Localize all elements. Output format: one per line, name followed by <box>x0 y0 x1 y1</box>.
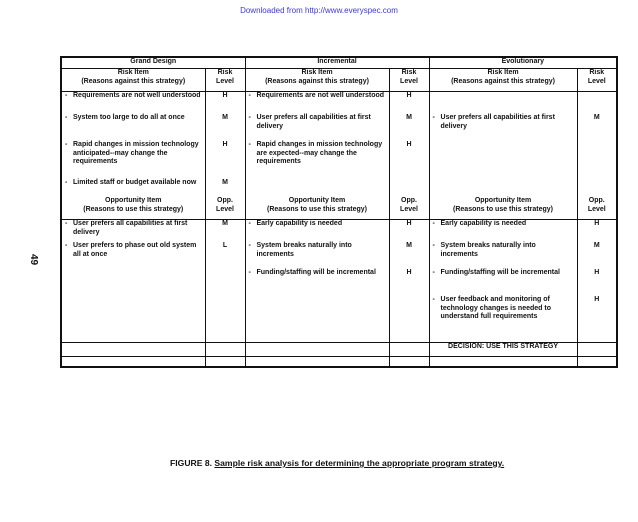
item-text: - User prefers all capabilities at first delivery <box>65 220 202 237</box>
item-cell <box>245 92 389 115</box>
item-text: - Requirements are not well understood <box>249 92 386 101</box>
header-item-cell <box>245 197 389 220</box>
page-number: 49 <box>28 253 40 266</box>
level-cell: H <box>389 92 429 115</box>
item-cell <box>61 92 205 115</box>
item-text: - System too large to do all at once <box>65 114 202 123</box>
table-row <box>61 141 617 179</box>
strategy-header-row <box>61 57 617 69</box>
level-cell: M <box>577 242 617 269</box>
header-level-title: Risk <box>217 69 233 76</box>
item-cell <box>61 269 205 296</box>
risk-analysis-table <box>60 56 618 368</box>
header-item-subtitle: (Reasons against this strategy) <box>81 77 186 85</box>
item-cell <box>61 179 205 197</box>
header-level-cell <box>577 69 617 92</box>
item-cell <box>61 242 205 269</box>
header-level-cell <box>577 197 617 220</box>
header-level-title: Opp. <box>217 197 233 204</box>
level-cell: M <box>205 114 245 141</box>
header-level-subtitle: Level <box>587 205 606 213</box>
item-text: - Early capability is needed <box>249 220 386 229</box>
header-item-title: Risk Item <box>117 69 149 76</box>
header-item-title: Risk Item <box>487 69 519 76</box>
item-cell <box>245 242 389 269</box>
item-cell <box>61 220 205 243</box>
level-cell: M <box>577 114 617 141</box>
header-item-cell <box>61 69 205 92</box>
header-level-title: Risk <box>589 69 605 76</box>
table-row <box>61 92 617 115</box>
item-cell <box>429 242 577 269</box>
header-item-subtitle: (Reasons to use this strategy) <box>267 205 367 213</box>
header-level-cell <box>205 69 245 92</box>
level-cell <box>389 296 429 343</box>
item-cell <box>429 269 577 296</box>
decision-label: DECISION: USE THIS STRATEGY <box>429 343 577 357</box>
level-cell: M <box>389 114 429 141</box>
level-cell <box>577 92 617 115</box>
header-item-subtitle: (Reasons against this strategy) <box>451 77 555 85</box>
header-item-title: Opportunity Item <box>105 197 162 204</box>
header-item-subtitle: (Reasons to use this strategy) <box>453 205 553 213</box>
item-text: - Rapid changes in mission technology anticipated--may change the requirements <box>65 141 202 167</box>
header-item-cell <box>429 69 577 92</box>
level-cell <box>389 179 429 197</box>
item-cell <box>245 179 389 197</box>
figure-number: FIGURE 8. <box>170 458 213 468</box>
source-link[interactable]: Downloaded from http://www.everyspec.com <box>240 6 398 15</box>
item-text: - Limited staff or budget available now <box>65 179 202 188</box>
header-level-subtitle: Level <box>400 77 418 85</box>
table-row <box>61 296 617 343</box>
item-text: - User prefers all capabilities at first delivery <box>249 114 386 131</box>
item-text: - User prefers all capabilities at first delivery <box>433 114 574 131</box>
item-cell <box>245 141 389 179</box>
level-cell <box>577 141 617 179</box>
level-cell: H <box>577 296 617 343</box>
risk-header-row <box>61 69 617 92</box>
table-row <box>61 114 617 141</box>
item-cell <box>245 296 389 343</box>
item-cell <box>429 296 577 343</box>
header-level-title: Opp. <box>588 197 605 204</box>
level-cell <box>205 269 245 296</box>
item-text: - System breaks naturally into increments <box>433 242 574 259</box>
figure-title: Sample risk analysis for determining the appropriate program strategy. <box>214 458 505 468</box>
item-text: - Requirements are not well understood <box>65 92 202 101</box>
level-cell: H <box>577 220 617 243</box>
header-item-subtitle: (Reasons against this strategy) <box>265 77 369 85</box>
opportunity-header-row <box>61 197 617 220</box>
header-item-cell <box>429 197 577 220</box>
header-item-title: Opportunity Item <box>288 197 346 204</box>
item-cell <box>429 141 577 179</box>
table-bottom-row <box>61 357 617 368</box>
item-cell <box>61 141 205 179</box>
level-cell: H <box>577 269 617 296</box>
item-text: - Funding/staffing will be incremental <box>433 269 574 278</box>
level-cell: H <box>389 220 429 243</box>
item-cell <box>429 220 577 243</box>
item-text: - User feedback and monitoring of technology changes is needed to understand full requirements <box>433 296 574 322</box>
level-cell <box>577 179 617 197</box>
level-cell: H <box>205 141 245 179</box>
item-cell <box>429 114 577 141</box>
header-level-subtitle: Level <box>587 77 606 85</box>
item-text: - System breaks naturally into increments <box>249 242 386 259</box>
item-cell <box>61 296 205 343</box>
header-level-cell <box>205 197 245 220</box>
strategy-grand-design: Grand Design <box>61 57 245 69</box>
table-row <box>61 242 617 269</box>
level-cell: H <box>389 269 429 296</box>
item-text: - Early capability is needed <box>433 220 574 229</box>
level-cell: H <box>205 92 245 115</box>
header-item-title: Risk Item <box>301 69 333 76</box>
item-text: - User prefers to phase out old system all at once <box>65 242 202 259</box>
header-item-cell <box>61 197 205 220</box>
header-level-subtitle: Level <box>216 205 234 213</box>
level-cell: L <box>205 242 245 269</box>
header-level-cell <box>389 197 429 220</box>
header-level-subtitle: Level <box>216 77 234 85</box>
header-level-title: Risk <box>401 69 417 76</box>
header-level-cell <box>389 69 429 92</box>
item-cell <box>429 92 577 115</box>
header-level-subtitle: Level <box>400 205 418 213</box>
figure-caption <box>170 458 504 468</box>
header-item-subtitle: (Reasons to use this strategy) <box>83 205 184 213</box>
item-cell <box>429 179 577 197</box>
level-cell: M <box>205 179 245 197</box>
strategy-evolutionary: Evolutionary <box>429 57 617 69</box>
item-text: - Funding/staffing will be incremental <box>249 269 386 278</box>
table-row <box>61 269 617 296</box>
table-row <box>61 179 617 197</box>
header-item-title: Opportunity Item <box>474 197 532 204</box>
item-cell <box>61 114 205 141</box>
item-text: - Rapid changes in mission technology are expected--may change the requirements <box>249 141 386 167</box>
item-cell <box>245 220 389 243</box>
level-cell <box>205 296 245 343</box>
level-cell: M <box>205 220 245 243</box>
level-cell: M <box>389 242 429 269</box>
item-cell <box>245 269 389 296</box>
header-item-cell <box>245 69 389 92</box>
header-level-title: Opp. <box>401 197 417 204</box>
table-row <box>61 220 617 243</box>
level-cell: H <box>389 141 429 179</box>
decision-row <box>61 343 617 357</box>
item-cell <box>245 114 389 141</box>
strategy-incremental: Incremental <box>245 57 429 69</box>
